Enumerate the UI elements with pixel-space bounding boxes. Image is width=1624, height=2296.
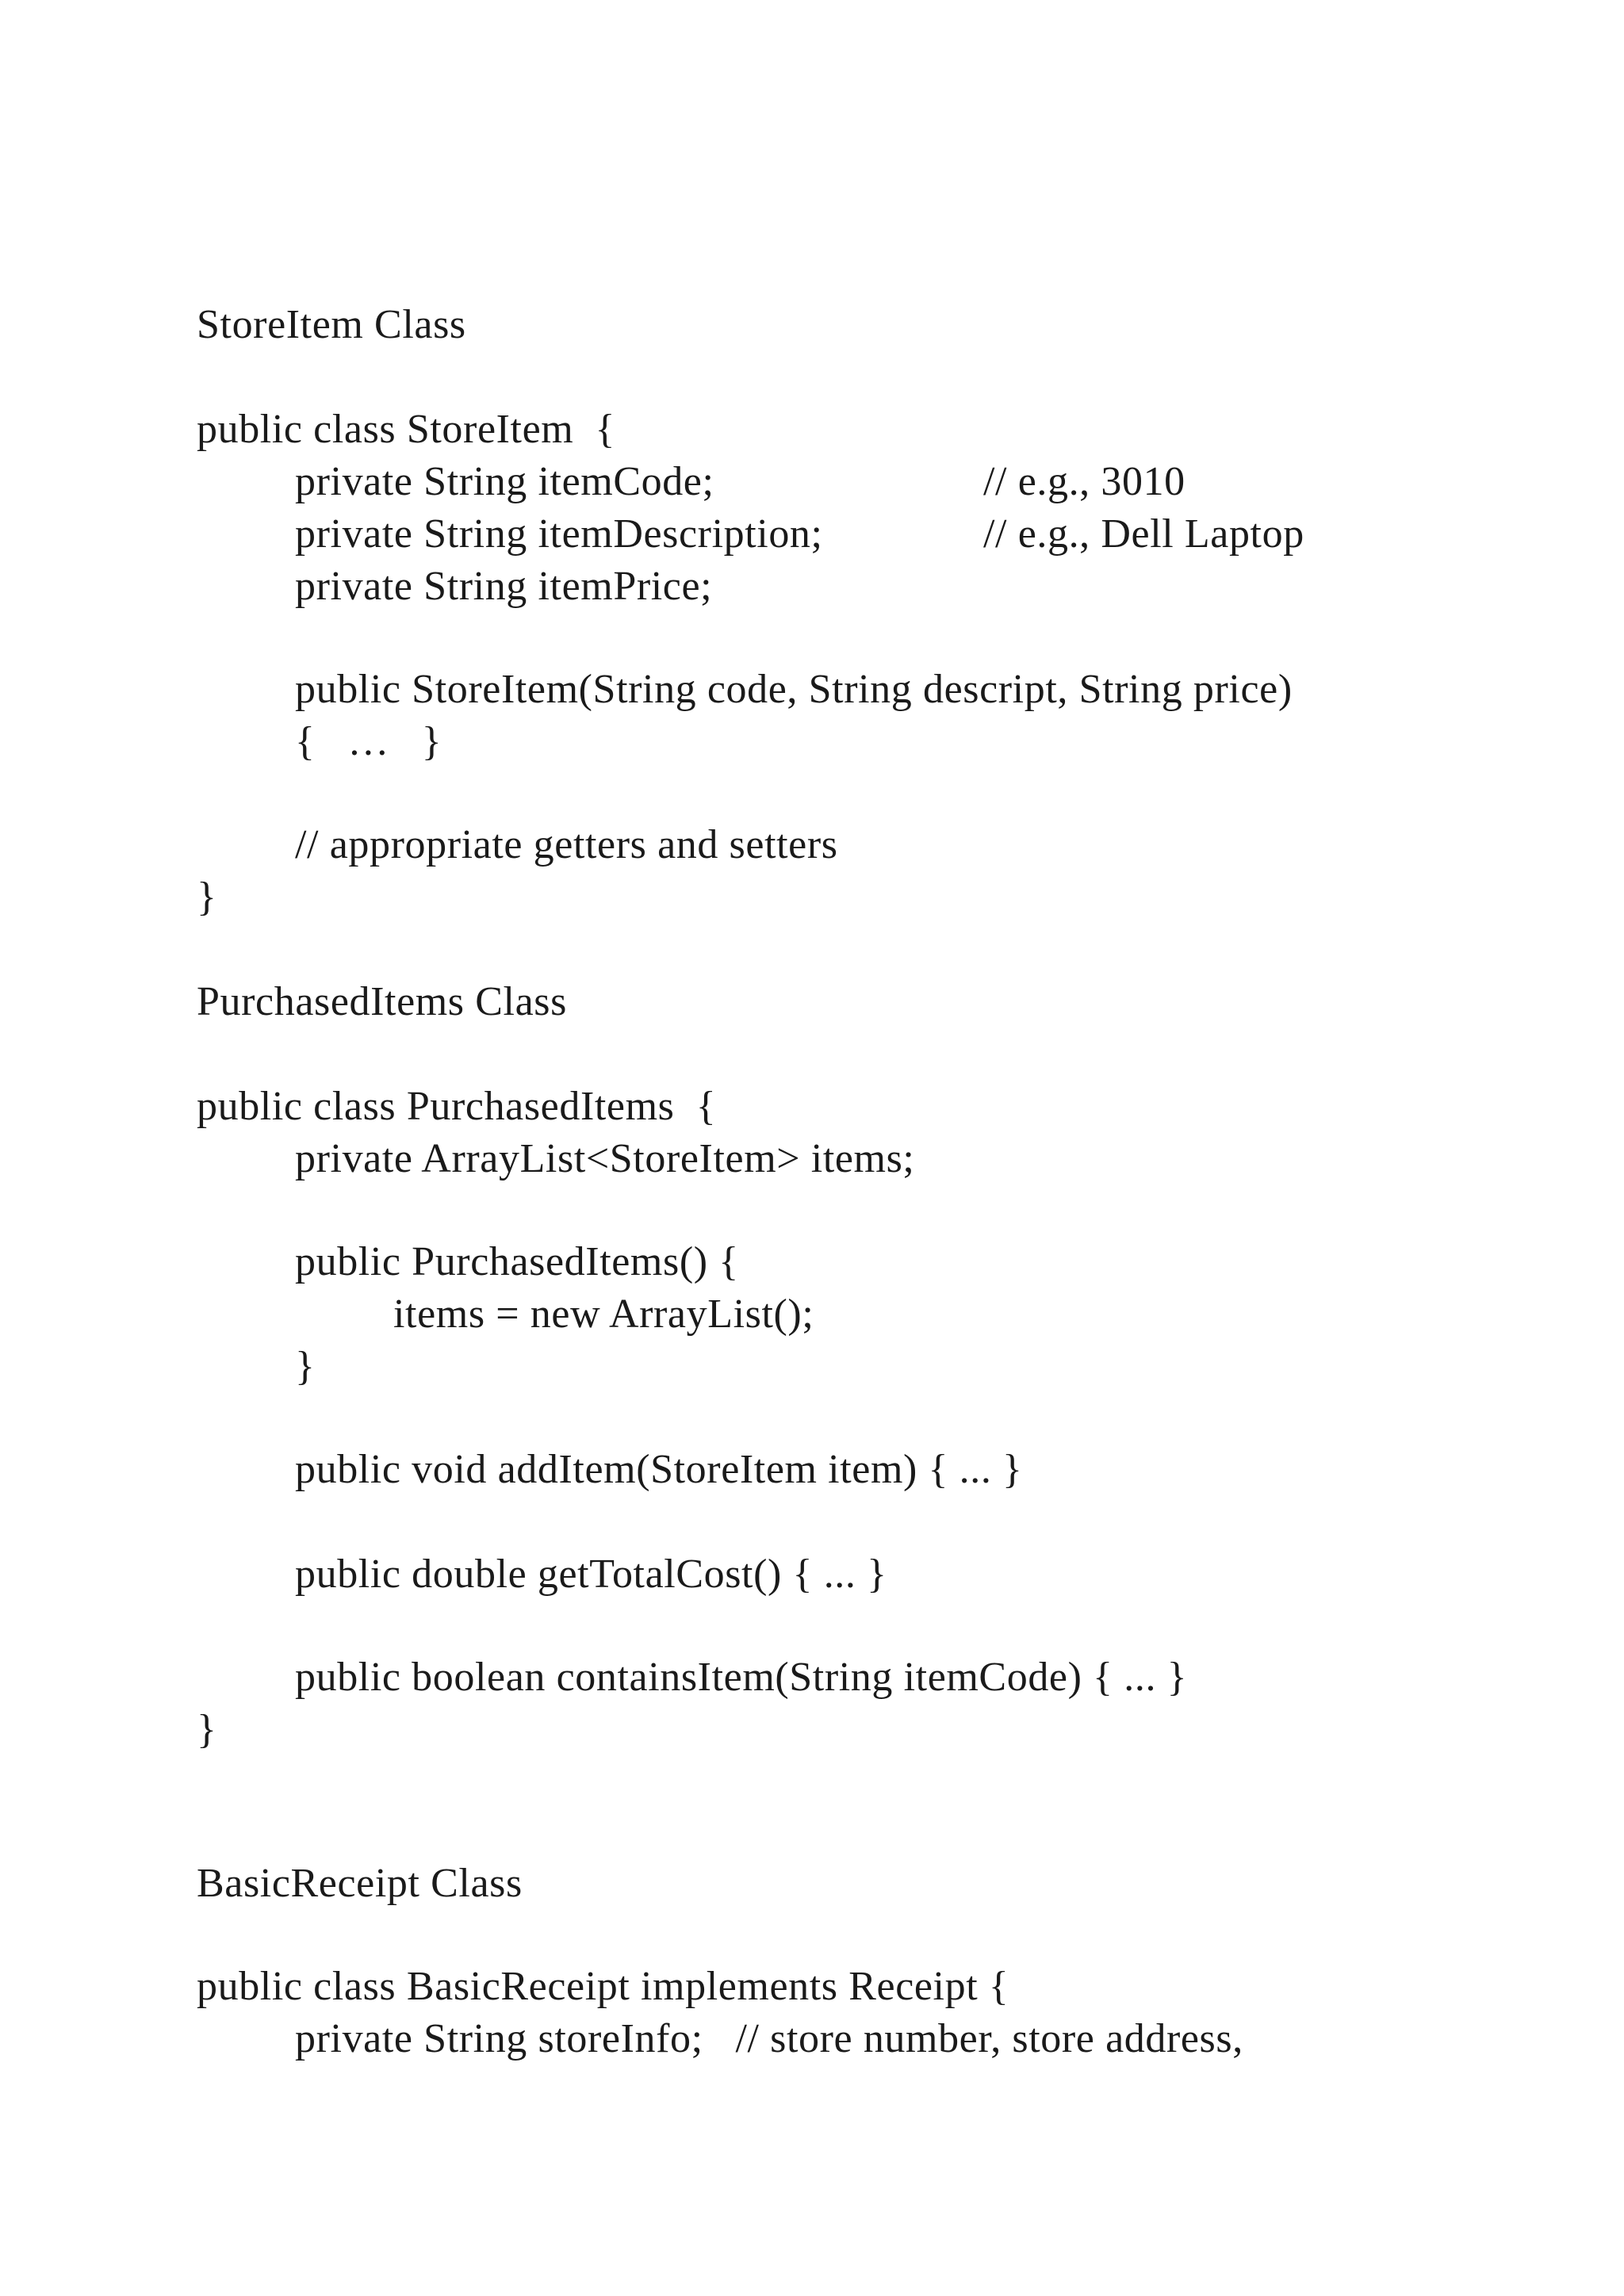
code-line: } [197, 1707, 217, 1752]
code-line: public StoreItem(String code, String descript, String price) [295, 667, 1293, 712]
code-line: // appropriate getters and setters [295, 822, 838, 867]
code-comment: // e.g., Dell Laptop [983, 511, 1304, 557]
code-line: private String itemDescription; [295, 511, 823, 557]
code-line: public void addItem(StoreItem item) { ... } [295, 1447, 1023, 1492]
code-line: { … } [295, 719, 442, 764]
code-line: } [197, 874, 217, 920]
code-line: } [295, 1344, 316, 1389]
section-heading-basicreceipt: BasicReceipt Class [197, 1861, 523, 1906]
code-comment: // e.g., 3010 [983, 459, 1185, 504]
code-line: private String itemCode; [295, 459, 714, 504]
code-line: public PurchasedItems() { [295, 1239, 739, 1284]
code-line: public class BasicReceipt implements Receipt { [197, 1964, 1009, 2009]
section-heading-purchaseditems: PurchasedItems Class [197, 979, 567, 1024]
code-line: private String storeInfo; // store number, store address, [295, 2016, 1243, 2061]
code-line: items = new ArrayList(); [393, 1292, 814, 1337]
section-heading-storeitem: StoreItem Class [197, 302, 466, 347]
code-line: private ArrayList<StoreItem> items; [295, 1136, 915, 1181]
code-line: private String itemPrice; [295, 564, 713, 609]
code-line: public class PurchasedItems { [197, 1084, 717, 1129]
code-line: public class StoreItem { [197, 407, 616, 452]
code-line: public boolean containsItem(String itemCode) { ... } [295, 1655, 1188, 1700]
code-line: public double getTotalCost() { ... } [295, 1552, 887, 1597]
